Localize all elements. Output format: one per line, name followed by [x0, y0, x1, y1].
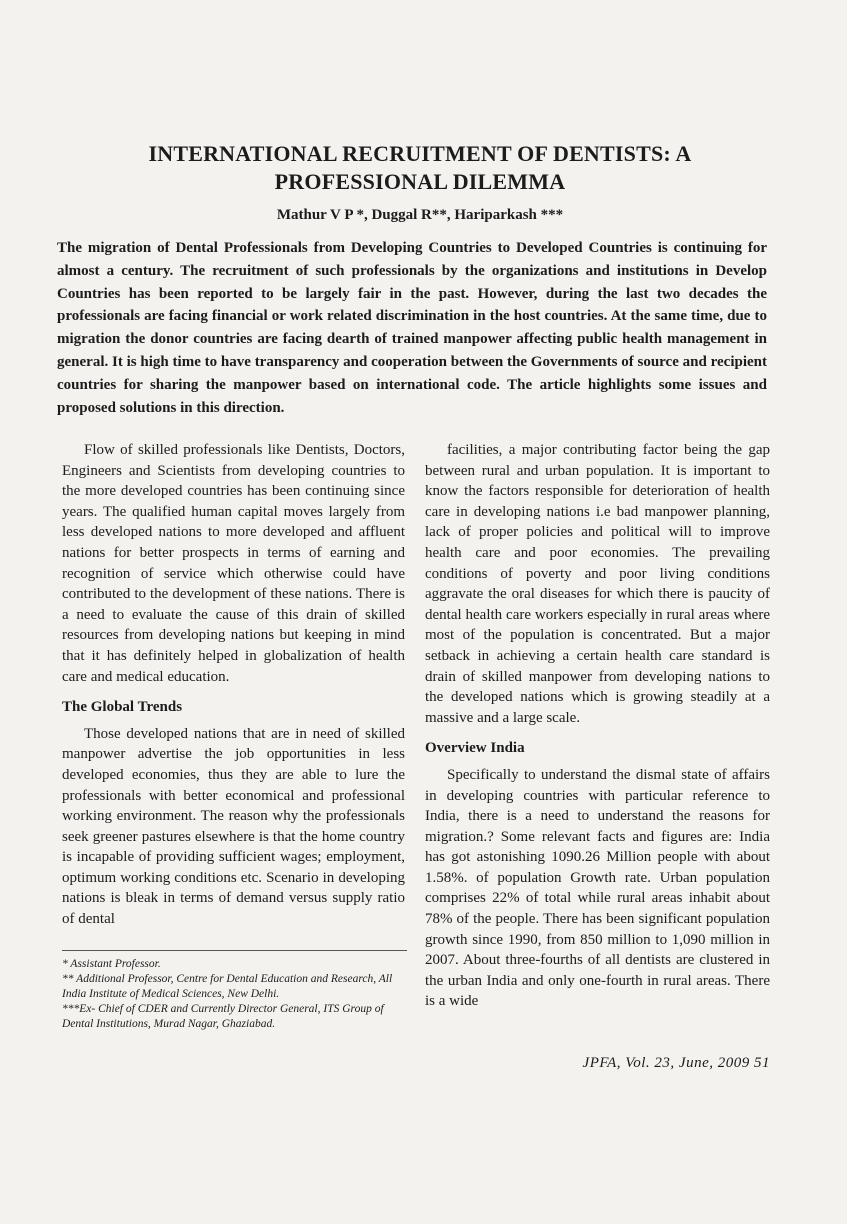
- authors: Mathur V P *, Duggal R**, Hariparkash ***: [276, 207, 564, 223]
- page-number: 51: [754, 1055, 770, 1071]
- abstract: The migration of Dental Professionals from Developing Countries to Developed Countries is continuing for almost a century. The recruitment of such professionals by the organizations and institutions in Develop Countries has been reported to be largely fair in the past. However, during the last two decades the professionals are facing financial or work related discrimination in the host countries. At the same time, due to migration the donor countries are facing dearth of trained manpower affecting public health management in general. It is high time to have transparency and cooperation between the Governments of source and recipient countries for sharing the manpower based on international code. The article highlights some issues and proposed solutions in this direction.: [57, 240, 767, 416]
- article-title: [60, 140, 780, 196]
- footnotes: [62, 950, 407, 1032]
- title-line-1: INTERNATIONAL RECRUITMENT OF DENTISTS: A: [148, 141, 692, 166]
- title-line-2: PROFESSIONAL DILEMMA: [274, 169, 566, 194]
- right-column: [425, 440, 770, 1012]
- paragraph-overview-india: Specifically to understand the dismal state of affairs in developing countries with particular reference to India, there is a need to understand the reasons for migration.? Some relevant facts and figures are: India has got astonishing 1090.26 Million people with about 1.58%. of population Growth rate. Urban population comprises 22% of total while rural areas inhabit about 78% of the people. There has been significant population growth since 1990, from 850 million to 1,090 million in 2007. About three-fourths of all dentists are clustered in the urban India and only one-fourth in rural areas. There is a wide: [425, 766, 770, 1010]
- page-footer: [540, 1055, 770, 1072]
- footnote-2: ** Additional Professor, Centre for Dental Education and Research, All India Institute of Medical Sciences, New Delhi.: [62, 973, 393, 1000]
- left-column: [62, 440, 405, 930]
- paragraph-intro: Flow of skilled professionals like Dentists, Doctors, Engineers and Scientists from developing countries to the more developed countries has been continuing since years. The qualified human capital moves largely from less developed nations to more developed and affluent nations for better prospects in terms of earning and recognition of service which otherwise could have contributed to the development of these nations. There is a need to evaluate the cause of this drain of skilled resources from developing nations but keeping in mind that it has definitely helped in globalization of health care and medical education.: [62, 442, 405, 685]
- journal-citation: JPFA, Vol. 23, June, 2009: [582, 1055, 750, 1071]
- footnote-1: * Assistant Professor.: [62, 958, 161, 970]
- footnote-3: ***Ex- Chief of CDER and Currently Director General, ITS Group of Dental Institutions, Murad Nagar, Ghaziabad.: [62, 1003, 384, 1030]
- paragraph-global-trends: Those developed nations that are in need of skilled manpower advertise the job opportunities in less developed economies, thus they are able to lure the professionals with better economical and professional working environment. The reason why the professionals seek greener pastures elsewhere is that the home country is incapable of providing sufficient wages; employment, optimum working conditions etc. Scenario in developing nations is bleak in terms of demand versus supply ratio of dental: [62, 725, 405, 928]
- heading-global-trends: The Global Trends: [62, 699, 183, 716]
- heading-overview-india: Overview India: [425, 740, 525, 757]
- paragraph-facilities: facilities, a major contributing factor being the gap between rural and urban population. It is important to know the factors responsible for deterioration of health care in developing nations i.e bad manpower planning, lack of proper policies and political will to improve health care and poor economies. The prevailing conditions of poverty and poor living conditions aggravate the oral diseases for which there is paucity of dental health care workers especially in rural areas where most of the population is concentrated. But a major setback in achieving a certain health care standard is drain of skilled manpower from developing nations to the developed nations which is growing steadily at a massive and a large scale.: [425, 442, 770, 726]
